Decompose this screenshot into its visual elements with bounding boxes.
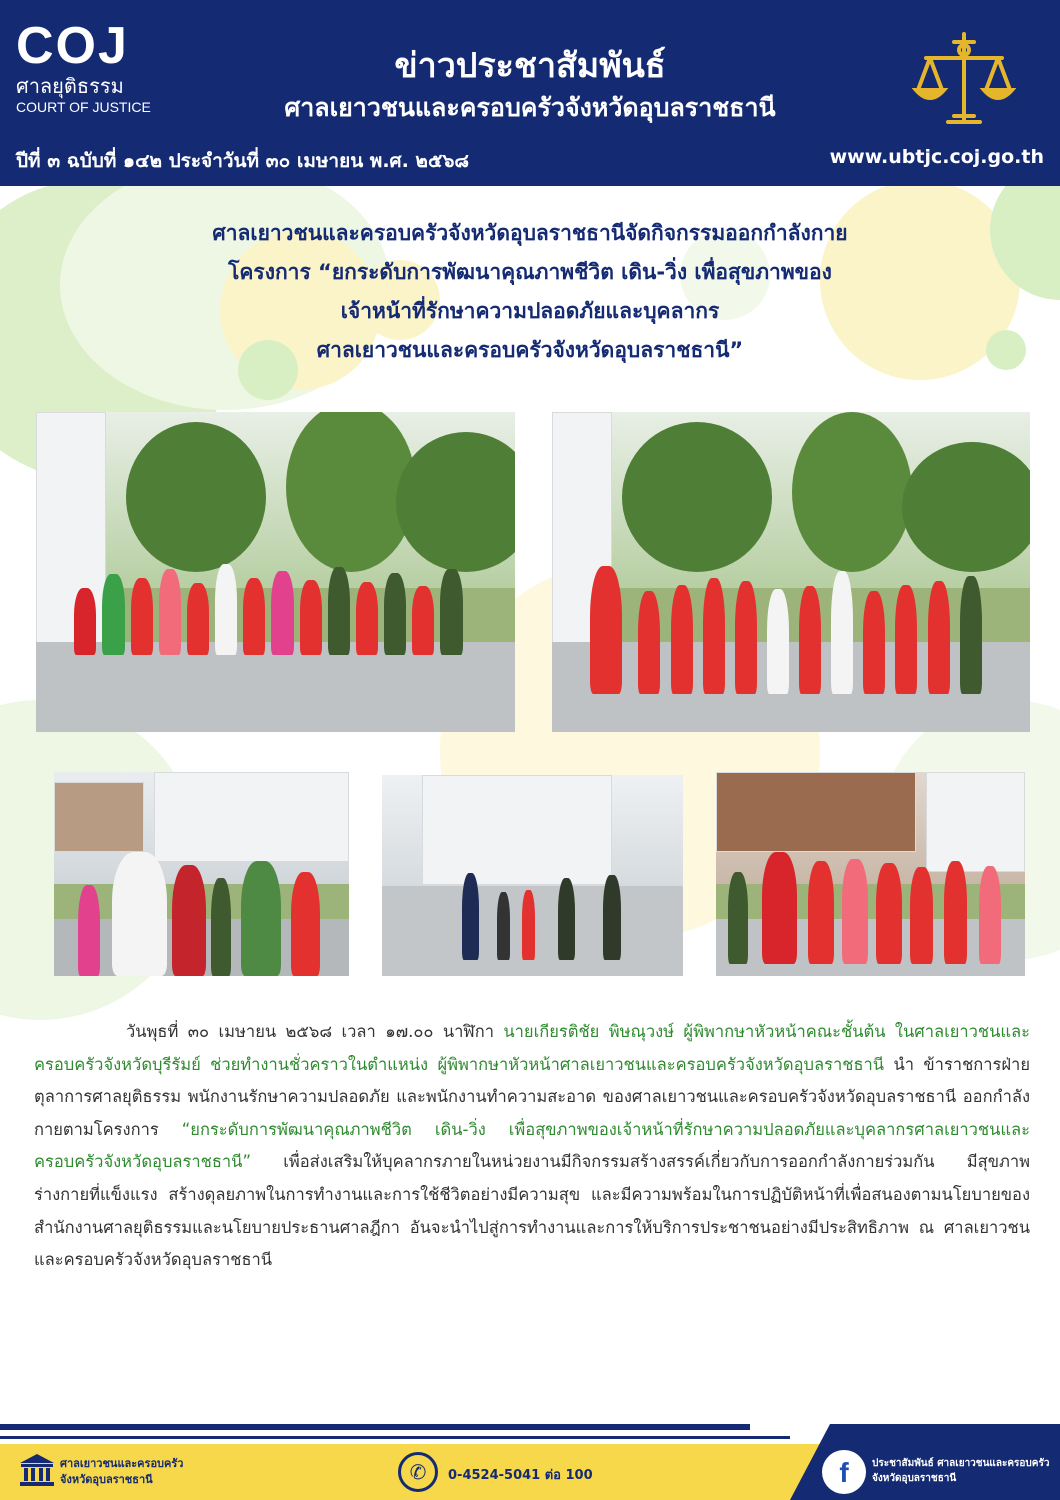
facebook-page-line: ประชาสัมพันธ์ ศาลเยาวชนและครอบครัว xyxy=(872,1458,1050,1469)
newsletter-title: ข่าวประชาสัมพันธ์ xyxy=(394,46,666,86)
headline-line: เจ้าหน้าที่รักษาความปลอดภัยและบุคลากร xyxy=(340,299,720,323)
activity-photo-start xyxy=(54,772,349,976)
project-name: “ยกระดับการพัฒนาคุณภาพชีวิต เดิน-วิ่ง เพื่อสุขภาพของเจ้าหน้าที่รักษาความปลอดภัยและบุคลากรศาลเยาวชนและครอบครัวจังหวัดอุบลราชธานี” xyxy=(34,1119,1030,1172)
headline-line: ศาลเยาวชนและครอบครัวจังหวัดอุบลราชธานีจัดกิจกรรมออกกำลังกาย xyxy=(212,221,848,245)
footer-court-line: ศาลเยาวชนและครอบครัว xyxy=(60,1457,184,1470)
footer-court-line: จังหวัดอุบลราชธานี xyxy=(60,1473,153,1486)
body-rest: เพื่อส่งเสริมให้บุคลากรภายในหน่วยงานมีกิจกรรมสร้างสรรค์เกี่ยวกับการออกกำลังกายร่วมกัน มีสุขภาพร่างกายที่แข็งแรง สร้างดุลยภาพในการทำงานและการใช้ชีวิตอย่างมีความสุข และมีความพร้อมในการปฏิบัติหน้าที่เพื่อสนองตามนโยบายของสำนักงานศาลยุติธรรมและนโยบายประธานศาลฎีกา อันจะนำไปสู่การทำงานและการให้บริการประชาชนอย่างมีประสิทธิภาพ ณ ศาลเยาวชนและครอบครัวจังหวัดอุบลราชธานี xyxy=(34,1152,1030,1270)
logo-mark: COJ xyxy=(16,17,129,75)
activity-photo-group-run xyxy=(716,772,1025,976)
headline-line: โครงการ “ยกระดับการพัฒนาคุณภาพชีวิต เดิน-วิ่ง เพื่อสุขภาพของ xyxy=(228,260,832,284)
footer-phone[interactable]: 0-4524-5041 ต่อ 100 xyxy=(448,1468,593,1483)
activity-photo-walking xyxy=(552,412,1030,732)
facebook-page-line: จังหวัดอุบลราชธานี xyxy=(872,1473,957,1484)
event-date: วันพุธที่ ๓๐ เมษายน ๒๕๖๘ เวลา ๑๗.๐๐ นาฬิกา xyxy=(126,1022,504,1041)
issue-info: ปีที่ ๓ ฉบับที่ ๑๔๒ ประจำวันที่ ๓๐ เมษายน พ.ศ. ๒๕๖๘ xyxy=(16,150,470,172)
news-body xyxy=(34,1016,1030,1277)
coj-logo xyxy=(16,17,176,116)
activity-photo-running xyxy=(382,775,683,976)
judge-name-title: นายเกียรติชัย พิษณุวงษ์ ผู้พิพากษาหัวหน้าคณะชั้นต้น ในศาลเยาวชนและครอบครัวจังหวัดบุรีรัมย์ ช่วยทำงานชั่วคราวในตำแหน่ง ผู้พิพากษาหัวหน้าศาลเยาวชนและครอบครัวจังหวัดอุบลราชธานี xyxy=(34,1022,1031,1074)
logo-thai-text: ศาลยุติธรรม xyxy=(16,74,124,98)
news-headline xyxy=(80,214,980,370)
activity-photo-group xyxy=(36,412,515,732)
body-middle: นำ ข้าราชการฝ่ายตุลาการศาลยุติธรรม พนักงานรักษาความปลอดภัย และพนักงานทำความสะอาด ของศาลเยาวชนและครอบครัวจังหวัดอุบลราชธานี ออกกำลังกายตามโครงการ xyxy=(34,1054,1030,1139)
footer-divider xyxy=(0,1424,750,1430)
website-link[interactable]: www.ubtjc.coj.go.th xyxy=(829,146,1044,168)
scales-of-justice-icon xyxy=(912,28,1016,132)
deco-circle xyxy=(986,330,1026,370)
footer-facebook-page[interactable] xyxy=(872,1456,1049,1486)
court-name-title: ศาลเยาวชนและครอบครัวจังหวัดอุบลราชธานี xyxy=(284,93,776,122)
logo-english-text: COURT OF JUSTICE xyxy=(16,99,151,115)
facebook-icon[interactable]: f xyxy=(822,1450,866,1494)
footer-court-name xyxy=(60,1456,183,1488)
court-building-icon xyxy=(18,1452,56,1488)
footer-divider xyxy=(0,1436,790,1439)
phone-icon: ✆ xyxy=(398,1452,438,1492)
headline-line: ศาลเยาวชนและครอบครัวจังหวัดอุบลราชธานี” xyxy=(316,338,744,362)
